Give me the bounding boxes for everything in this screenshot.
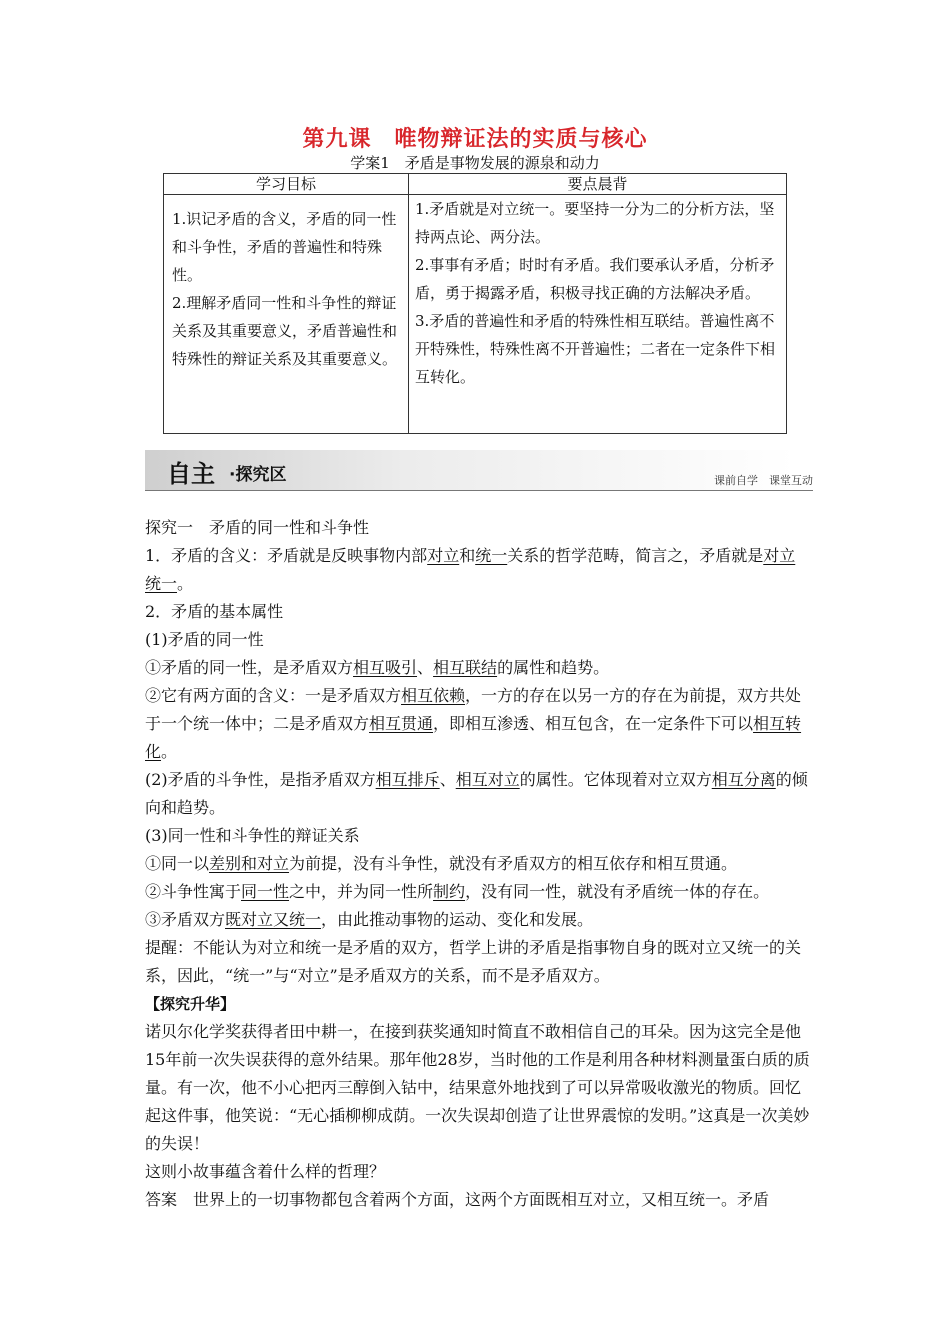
points-cell bbox=[409, 195, 787, 434]
paragraph: ①同一以差别和对立为前提，没有斗争性，就没有矛盾双方的相互依存和相互贯通。 bbox=[145, 854, 738, 873]
blank-answer: 相互转化 bbox=[145, 714, 802, 761]
banner-tagline: 课前自学 课堂互动 bbox=[714, 474, 813, 487]
goals-cell bbox=[164, 195, 409, 434]
paragraph: ③矛盾双方既对立又统一，由此推动事物的运动、变化和发展。 bbox=[145, 910, 594, 929]
blank-answer: 相互吸引 bbox=[353, 658, 418, 677]
banner-title-sub: ·探究区 bbox=[229, 465, 287, 485]
point-item: 3.矛盾的普遍性和矛盾的特殊性相互联结。普遍性离不开特殊性，特殊性离不开普遍性；二者在一定条件下相互转化。 bbox=[415, 312, 776, 386]
table-header-goals: 学习目标 bbox=[164, 174, 409, 195]
paragraph: (1)矛盾的同一性 bbox=[145, 630, 264, 649]
goal-item: 1.识记矛盾的含义，矛盾的同一性和斗争性，矛盾的普遍性和特殊性。 bbox=[172, 210, 397, 284]
blank-answer: 相互联结 bbox=[433, 658, 498, 677]
table-header-points: 要点晨背 bbox=[409, 174, 787, 195]
blank-answer: 相互对立 bbox=[455, 770, 520, 789]
main-content bbox=[145, 514, 811, 1214]
point-item: 2.事事有矛盾；时时有矛盾。我们要承认矛盾，分析矛盾，勇于揭露矛盾，积极寻找正确的方法解决矛盾。 bbox=[415, 256, 775, 302]
blank-answer: 制约 bbox=[433, 882, 466, 901]
goals-table bbox=[163, 173, 787, 434]
blank-answer: 对立 bbox=[427, 546, 460, 565]
section-banner bbox=[145, 450, 813, 490]
paragraph: (2)矛盾的斗争性，是指矛盾双方相互排斥、相互对立的属性。它体现着对立双方相互分离的倾向和趋势。 bbox=[145, 770, 808, 817]
blank-answer: 统一 bbox=[475, 546, 508, 565]
answer: 答案 世界上的一切事物都包含着两个方面，这两个方面既相互对立，又相互统一。矛盾 bbox=[145, 1190, 770, 1209]
blank-answer: 对立统一 bbox=[145, 546, 796, 593]
banner-underline bbox=[145, 490, 813, 491]
banner-title-main: 自主 bbox=[167, 460, 215, 488]
section-label: 【探究升华】 bbox=[145, 995, 236, 1013]
blank-answer: 同一性 bbox=[241, 882, 290, 901]
section-heading: 探究一 矛盾的同一性和斗争性 bbox=[145, 518, 370, 537]
blank-answer: 差别和对立 bbox=[209, 854, 290, 873]
story-paragraph: 诺贝尔化学奖获得者田中耕一，在接到获奖通知时简直不敢相信自己的耳朵。因为这完全是他15年前一次失误获得的意外结果。那年他28岁，当时他的工作是利用各种材料测量蛋白质的质量。有一次，他不小心把丙三醇倒入钴中，结果意外地找到了可以异常吸收激光的物质。回忆起这件事，他笑说：“无心插柳柳成荫。一次失误却创造了让世界震惊的发明。”这真是一次美妙的失误！ bbox=[145, 1022, 810, 1153]
paragraph: (3)同一性和斗争性的辩证关系 bbox=[145, 826, 360, 845]
paragraph: 2．矛盾的基本属性 bbox=[145, 602, 284, 621]
paragraph: 1．矛盾的含义：矛盾就是反映事物内部对立和统一关系的哲学范畴，简言之，矛盾就是对立统一。 bbox=[145, 546, 796, 593]
goal-item: 2.理解矛盾同一性和斗争性的辩证关系及其重要意义，矛盾普遍性和特殊性的辩证关系及其重要意义。 bbox=[172, 294, 398, 368]
page-title: 第九课 唯物辩证法的实质与核心 bbox=[302, 127, 648, 152]
paragraph: ①矛盾的同一性，是矛盾双方相互吸引、相互联结的属性和趋势。 bbox=[145, 658, 610, 677]
point-item: 1.矛盾就是对立统一。要坚持一分为二的分析方法，坚持两点论、两分法。 bbox=[415, 200, 775, 246]
blank-answer: 相互依赖 bbox=[401, 686, 466, 705]
question: 这则小故事蕴含着什么样的哲理？ bbox=[145, 1162, 386, 1181]
blank-answer: 相互贯通 bbox=[369, 714, 434, 733]
paragraph: ②它有两方面的含义：一是矛盾双方相互依赖，一方的存在以另一方的存在为前提，双方共处于一个统一体中；二是矛盾双方相互贯通，即相互渗透、相互包含，在一定条件下可以相互转化。 bbox=[145, 686, 802, 761]
blank-answer: 既对立又统一 bbox=[225, 910, 322, 929]
page-subtitle: 学案1 矛盾是事物发展的源泉和动力 bbox=[350, 154, 600, 172]
blank-answer: 相互分离 bbox=[711, 770, 776, 789]
blank-answer: 相互排斥 bbox=[375, 770, 440, 789]
reminder: 提醒：不能认为对立和统一是矛盾的双方，哲学上讲的矛盾是指事物自身的既对立又统一的关系，因此，“统一”与“对立”是矛盾双方的关系，而不是矛盾双方。 bbox=[145, 938, 802, 985]
paragraph: ②斗争性寓于同一性之中，并为同一性所制约，没有同一性，就没有矛盾统一体的存在。 bbox=[145, 882, 770, 901]
